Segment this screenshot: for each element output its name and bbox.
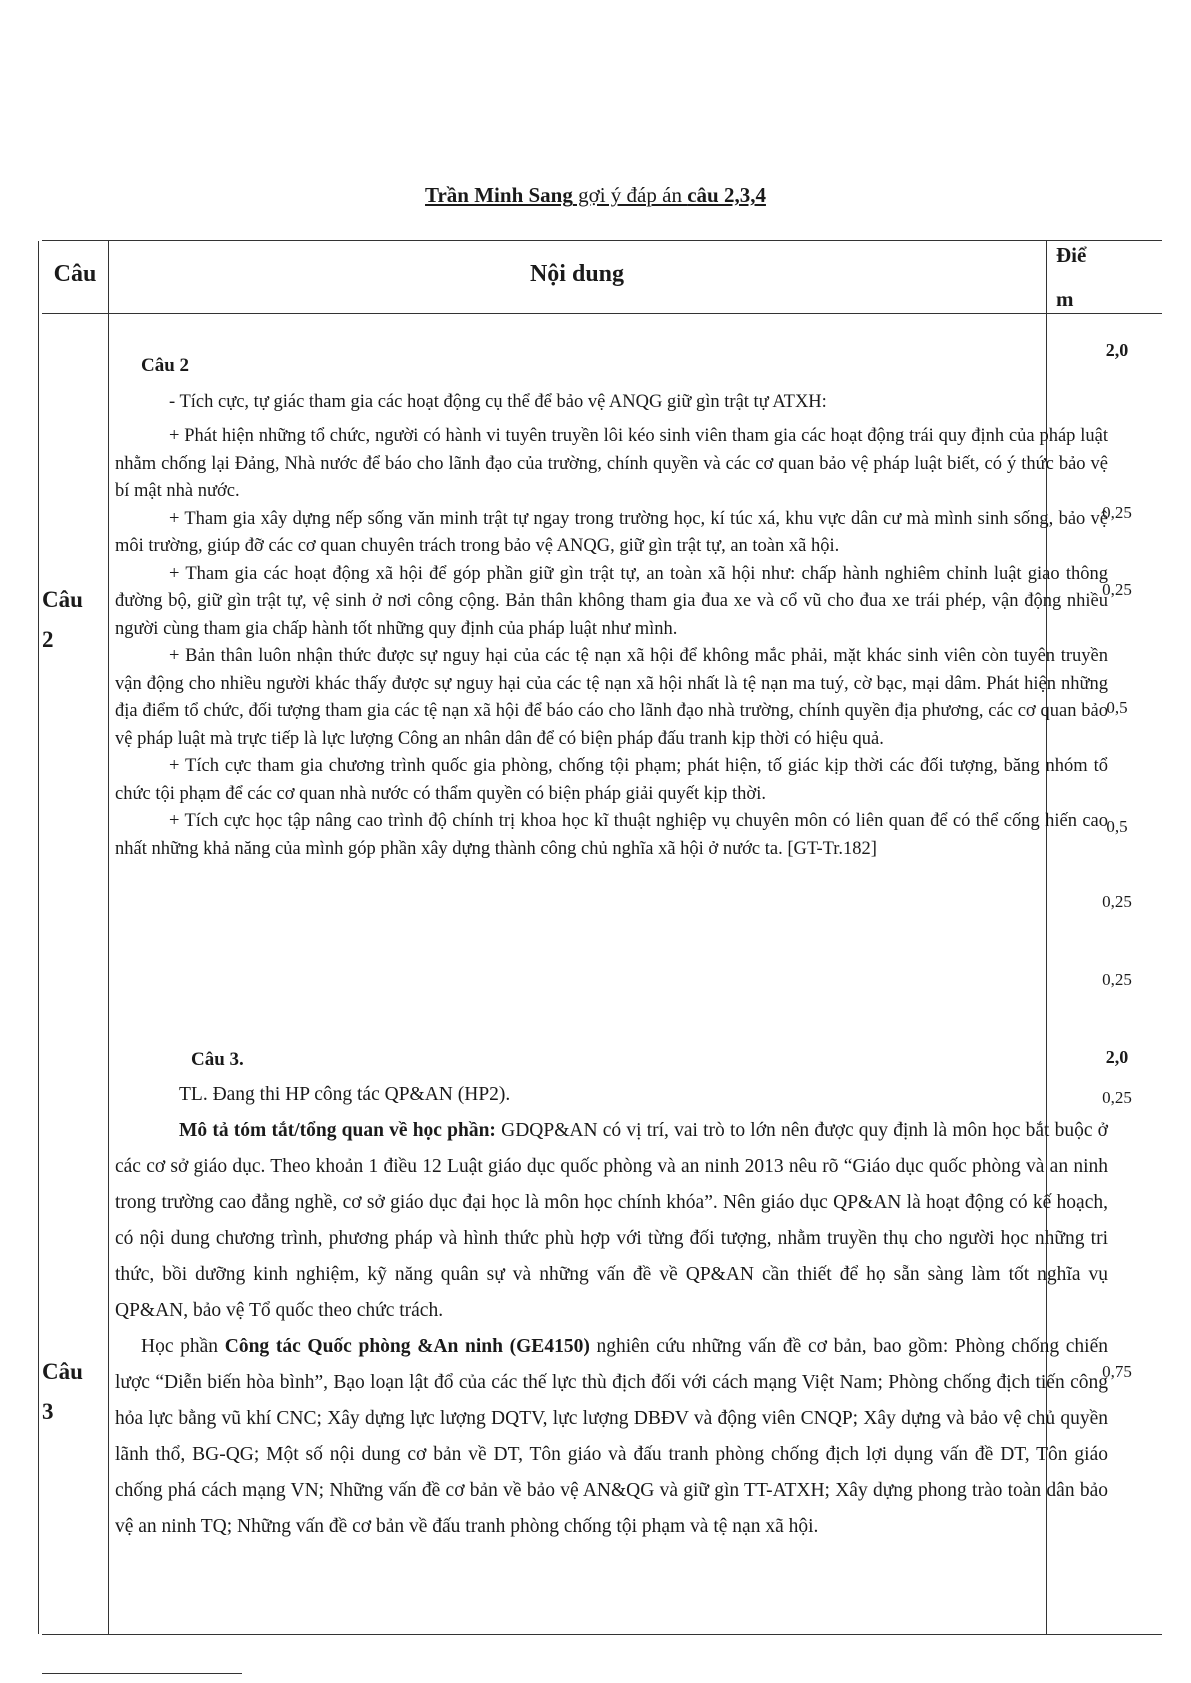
page-title (0, 183, 1191, 208)
q2-intro: - Tích cực, tự giác tham gia các hoạt động cụ thể để bảo vệ ANQG giữ gìn trật tự ATXH: (169, 391, 827, 412)
q3-tl-score: 0,25 (1102, 1088, 1132, 1107)
q2-score-2: 0,25 (1102, 580, 1132, 599)
q2-score-4: 0,5 (1106, 817, 1128, 836)
q3-label-cau: Câu (42, 1359, 83, 1384)
q2-item-6: + Tích cực học tập nâng cao trình độ chính trị khoa học kĩ thuật nghiệp vụ chuyên môn có liên quan để có thể cống hiến cao nhất những khả năng của mình góp phần xây dựng thành công chủ nghĩa xã hội ở nước ta. [GT-Tr.182] (115, 811, 1108, 859)
q3-content (115, 1043, 1108, 1545)
q3-total-score: 2,0 (1105, 1047, 1129, 1067)
q3-heading: Câu 3. (191, 1049, 244, 1070)
q2-score-3: 0,5 (1106, 698, 1128, 717)
header-noi-dung: Nội dung (529, 261, 625, 287)
q2-item-4: + Bản thân luôn nhận thức được sự nguy hại của các tệ nạn xã hội để không mắc phải, mặt khác sinh viên còn tuyên truyền vận động cho nhiều người khác thấy được sự nguy hại của các tệ nạn xã hội nhất là tệ nạn ma tuý, cờ bạc, mại dâm. Phát hiện những địa điểm tổ chức, đối tượng tham gia các tệ nạn xã hội để báo cáo cho lãnh đạo nhà trường, chính quyền địa phương, các cơ quan bảo vệ pháp luật mà trực tiếp là lực lượng Công an nhân dân để có biện pháp đấu tranh kịp thời có hiệu quả. (115, 646, 1108, 749)
table-left-border (38, 241, 39, 1634)
title-tail: câu 2,3,4 (687, 183, 766, 207)
q3-label-num: 3 (42, 1399, 54, 1424)
q3-summary-heading: Mô tả tóm tắt/tổng quan về học phần: (179, 1120, 496, 1141)
table-col-divider-1 (108, 241, 109, 1634)
q2-label-num: 2 (42, 627, 54, 652)
q3-hp-text: nghiên cứu những vấn đề cơ bản, bao gồm: Phòng chống chiến lược “Diễn biến hòa bình”, Bạo loạn lật đổ của các thế lực thù địch đối với cách mạng Việt Nam; Phòng chống địch tiến công hỏa lực bằng vũ khí CNC; Xây dựng lực lượng DQTV, lực lượng DBĐV và động viên CNQP; Xây dựng và bảo vệ chủ quyền lãnh thổ, BG-QG; Một số nội dung cơ bản về DT, Tôn giáo và đấu tranh phòng chống địch lợi dụng vấn đề DT, Tôn giáo chống phá cách mạng VN; Những vấn đề cơ bản về bảo vệ AN&QG và giữ gìn TT-ATXH; Xây dựng phong trào toàn dân bảo vệ an ninh TQ; Những vấn đề cơ bản về đấu tranh phòng chống tội phạm và tệ nạn xã hội. (115, 1336, 1108, 1537)
title-middle: gợi ý đáp án (572, 183, 688, 207)
q3-summary-text: GDQP&AN có vị trí, vai trò to lớn nên được quy định là môn học bắt buộc ở các cơ sở giáo dục. Theo khoản 1 điều 12 Luật giáo dục quốc phòng và an ninh 2013 nêu rõ “Giáo dục quốc phòng và an ninh trong trường cao đẳng nghề, cơ sở giáo dục đại học là môn học chính khóa”. Nên giáo dục QP&AN là hoạt động có kế hoạch, có nội dung chương trình, phương pháp và hình thức phù hợp với từng đối tượng, nhằm truyền thụ cho người học những tri thức, bồi dưỡng kinh nghiệm, kỹ năng quân sự và những vấn đề về QP&AN cần thiết để họ sẵn sàng làm tốt nghĩa vụ QP&AN, bảo vệ Tổ quốc theo chức trách. (115, 1120, 1108, 1321)
q3-summary (115, 1113, 1108, 1329)
title-author: Trần Minh Sang (425, 183, 573, 207)
q2-heading: Câu 2 (141, 355, 190, 376)
q2-item-1: + Phát hiện những tổ chức, người có hành vi tuyên truyền lôi kéo sinh viên tham gia các hoạt động trái quy định của pháp luật nhằm chống lại Đảng, Nhà nước để báo cho lãnh đạo của trường, chính quyền và các cơ quan bảo vệ pháp luật biết, có ý thức bảo vệ bí mật nhà nước. (115, 426, 1108, 501)
table-header-divider (42, 313, 1162, 314)
footer-rule (42, 1673, 242, 1674)
q2-score-6: 0,25 (1102, 970, 1132, 989)
q2-score-1: 0,25 (1102, 503, 1132, 522)
q3-hp (115, 1329, 1108, 1545)
header-diem-line2: m (1056, 287, 1074, 311)
q2-label (42, 580, 83, 660)
q2-item-5: + Tích cực tham gia chương trình quốc gia phòng, chống tội phạm; phát hiện, tố giác kịp thời các đối tượng, băng nhóm tổ chức tội phạm để các cơ quan nhà nước có thẩm quyền có biện pháp giải quyết kịp thời. (115, 756, 1108, 804)
header-diem (1048, 233, 1116, 321)
q2-item-2: + Tham gia xây dựng nếp sống văn minh trật tự ngay trong trường học, kí túc xá, khu vực dân cư mà mình sinh sống, bảo vệ môi trường, giúp đỡ các cơ quan chuyên trách trong bảo vệ ANQG, giữ gìn trật tự, an toàn xã hội. (115, 508, 1108, 556)
q2-score-5: 0,25 (1102, 892, 1132, 911)
q2-item-3: + Tham gia các hoạt động xã hội để góp phần giữ gìn trật tự, an toàn xã hội như: chấp hành nghiêm chỉnh luật giao thông đường bộ, giữ gìn trật tự, vệ sinh ở nơi công cộng. Bản thân không tham gia đua xe và cổ vũ cho đua xe trái phép, vận động nhiều người cùng tham gia chấp hành tốt những quy định của pháp luật như mình. (115, 563, 1108, 639)
header-diem-line1: Điể (1056, 243, 1087, 267)
q2-label-cau: Câu (42, 587, 83, 612)
q3-tl: TL. Đang thi HP công tác QP&AN (HP2). (179, 1084, 511, 1105)
q3-hp-pre: Học phần (141, 1336, 225, 1357)
q3-label (42, 1352, 83, 1432)
header-cau: Câu (53, 261, 97, 287)
q2-content (115, 352, 1108, 863)
q2-total-score: 2,0 (1105, 340, 1129, 360)
q3-hp-name: Công tác Quốc phòng &An ninh (GE4150) (224, 1336, 590, 1357)
q3-hp-score: 0,75 (1102, 1362, 1132, 1381)
